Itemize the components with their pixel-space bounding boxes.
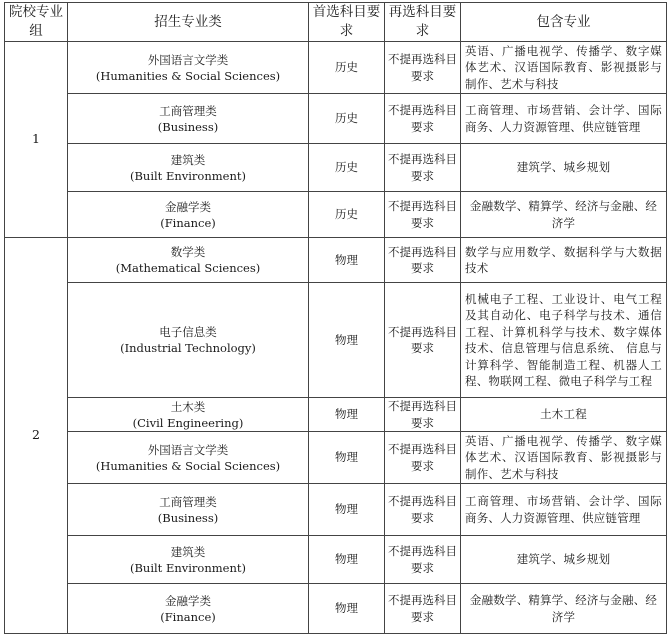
- category-cell: [68, 584, 309, 634]
- first-subject: 物理: [309, 283, 385, 398]
- table-row: [5, 398, 667, 432]
- group-id: 1: [5, 42, 68, 238]
- category-en: (Built Environment): [129, 168, 246, 183]
- majors-cell: 土木工程: [461, 398, 667, 432]
- second-subject: 不提再选科目要求: [385, 42, 461, 94]
- category-en: (Finance): [160, 215, 216, 230]
- table-row: [5, 144, 667, 192]
- second-subject: 不提再选科目要求: [385, 432, 461, 484]
- category-cn: 工商管理类: [159, 103, 217, 118]
- second-subject: 不提再选科目要求: [385, 283, 461, 398]
- header-category: 招生专业类: [68, 3, 309, 42]
- header-second-subject: 再选科目要求: [385, 3, 461, 42]
- table-row: [5, 536, 667, 584]
- category-cell: [68, 192, 309, 238]
- category-cell: [68, 536, 309, 584]
- table-row: [5, 432, 667, 484]
- majors-cell: 工商管理、市场营销、会计学、国际商务、人力资源管理、供应链管理: [461, 484, 667, 536]
- table-row: [5, 94, 667, 144]
- header-majors: 包含专业: [461, 3, 667, 42]
- table-row: [5, 238, 667, 283]
- first-subject: 物理: [309, 432, 385, 484]
- second-subject: 不提再选科目要求: [385, 536, 461, 584]
- majors-cell: 英语、广播电视学、传播学、数字媒体艺术、汉语国际教育、影视摄影与制作、艺术与科技: [461, 42, 667, 94]
- second-subject: 不提再选科目要求: [385, 238, 461, 283]
- second-subject: 不提再选科目要求: [385, 192, 461, 238]
- majors-cell: 机械电子工程、工业设计、电气工程及其自动化、电子科学与技术、通信工程、计算机科学与技术、数字媒体技术、信息管理与信息系统、 信息与计算科学、智能制造工程、机器人工程、物联网工程、微电子科学与工程: [461, 283, 667, 398]
- second-subject: 不提再选科目要求: [385, 94, 461, 144]
- header-first-subject: 首选科目要求: [309, 3, 385, 42]
- first-subject: 物理: [309, 536, 385, 584]
- category-cell: [68, 42, 309, 94]
- first-subject: 历史: [309, 42, 385, 94]
- second-subject: 不提再选科目要求: [385, 484, 461, 536]
- majors-cell: 金融数学、精算学、经济与金融、经济学: [461, 192, 667, 238]
- category-cn: 金融学类: [165, 593, 211, 608]
- majors-cell: 数学与应用数学、数据科学与大数据技术: [461, 238, 667, 283]
- first-subject: 物理: [309, 238, 385, 283]
- category-en: (Mathematical Sciences): [115, 261, 261, 275]
- category-cn: 建筑类: [170, 544, 206, 559]
- table-row: [5, 192, 667, 238]
- category-cell: [68, 398, 309, 432]
- category-cell: [68, 484, 309, 536]
- category-en: (Humanities & Social Sciences): [95, 68, 281, 83]
- header-group: 院校专业组: [5, 3, 68, 42]
- category-en: (Business): [157, 510, 219, 525]
- table-row: [5, 584, 667, 634]
- category-en: (Humanities & Social Sciences): [95, 458, 281, 473]
- table-row: [5, 484, 667, 536]
- category-cn: 外国语言文学类: [147, 442, 229, 457]
- category-en: (Industrial Technology): [120, 341, 256, 355]
- category-cn: 数学类: [170, 245, 206, 259]
- category-cn: 建筑类: [170, 152, 206, 167]
- category-cn: 外国语言文学类: [147, 52, 229, 67]
- table-row: [5, 283, 667, 398]
- category-cn: 土木类: [170, 399, 206, 414]
- category-en: (Finance): [160, 609, 216, 624]
- majors-cell: 建筑学、城乡规划: [461, 144, 667, 192]
- admission-table: [4, 2, 667, 634]
- category-en: (Business): [157, 119, 219, 134]
- group-id: 2: [5, 238, 68, 634]
- header-row: [5, 3, 667, 42]
- first-subject: 物理: [309, 398, 385, 432]
- first-subject: 历史: [309, 192, 385, 238]
- majors-cell: 建筑学、城乡规划: [461, 536, 667, 584]
- second-subject: 不提再选科目要求: [385, 144, 461, 192]
- table-row: [5, 42, 667, 94]
- first-subject: 历史: [309, 144, 385, 192]
- category-en: (Built Environment): [129, 560, 246, 575]
- majors-cell: 工商管理、市场营销、会计学、国际商务、人力资源管理、供应链管理: [461, 94, 667, 144]
- category-cn: 金融学类: [165, 199, 211, 214]
- category-cell: [68, 283, 309, 398]
- category-cell: [68, 432, 309, 484]
- first-subject: 物理: [309, 484, 385, 536]
- category-cn: 工商管理类: [159, 494, 217, 509]
- category-cell: [68, 238, 309, 283]
- category-cell: [68, 94, 309, 144]
- second-subject: 不提再选科目要求: [385, 584, 461, 634]
- majors-cell: 金融数学、精算学、经济与金融、经济学: [461, 584, 667, 634]
- second-subject: 不提再选科目要求: [385, 398, 461, 432]
- first-subject: 历史: [309, 94, 385, 144]
- majors-cell: 英语、广播电视学、传播学、数字媒体艺术、汉语国际教育、影视摄影与制作、艺术与科技: [461, 432, 667, 484]
- category-cn: 电子信息类: [159, 325, 217, 339]
- category-en: (Civil Engineering): [132, 415, 244, 430]
- category-cell: [68, 144, 309, 192]
- first-subject: 物理: [309, 584, 385, 634]
